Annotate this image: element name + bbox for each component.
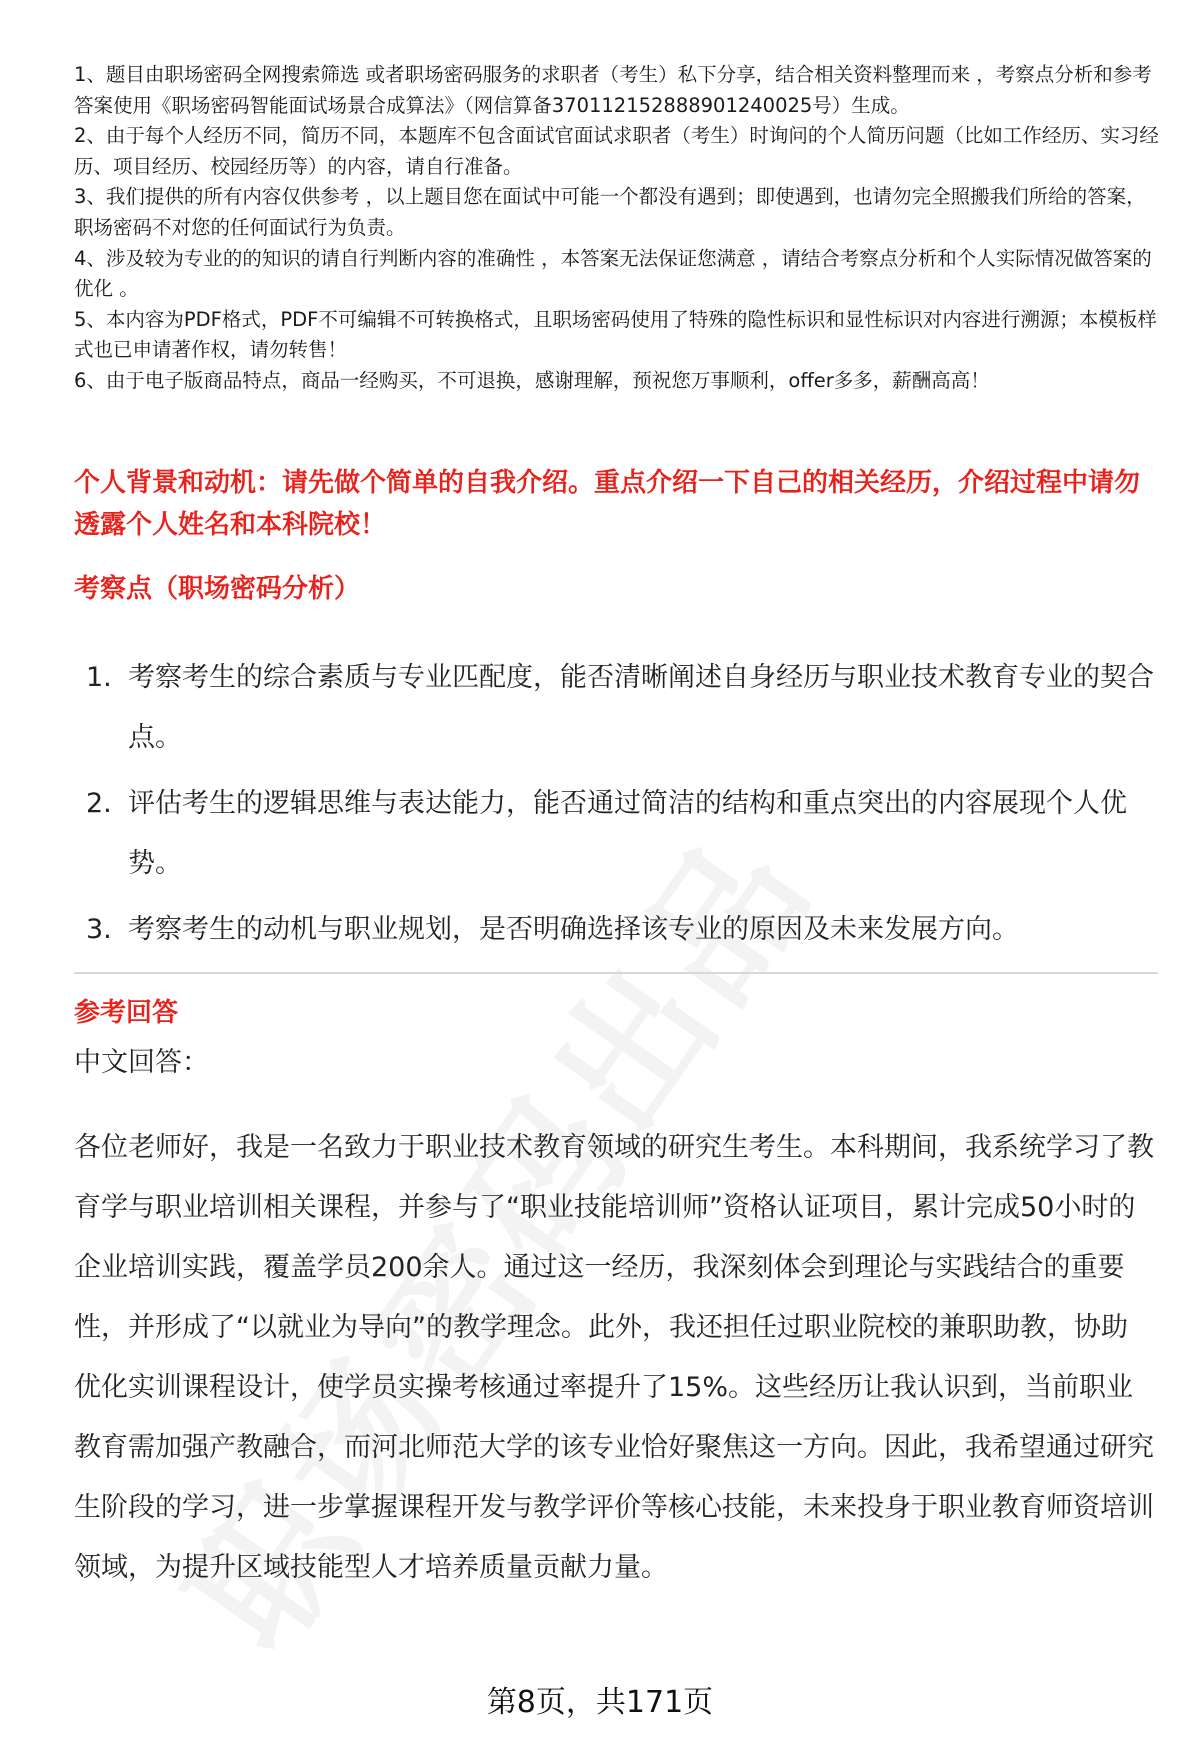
disclaimer-notes [74, 60, 1164, 397]
answer-language-label: 中文回答： [74, 1047, 209, 1078]
analysis-point-number: 1. [86, 662, 112, 693]
note-item: 5、本内容为PDF格式，PDF不可编辑不可转换格式，且职场密码使用了特殊的隐性标识和显性标识对内容进行溯源；本模板样式也已申请著作权，请勿转售！ [74, 307, 1157, 362]
analysis-point [74, 774, 1164, 894]
analysis-point [74, 648, 1164, 768]
note-item: 2、由于每个人经历不同，简历不同，本题库不包含面试官面试求职者（考生）时询问的个人简历问题（比如工作经历、实习经历、项目经历、校园经历等）的内容，请自行准备。 [74, 124, 1159, 178]
answer-text: 各位老师好，我是一名致力于职业技术教育领域的研究生考生。本科期间，我系统学习了教育学与职业培训相关课程，并参与了“职业技能培训师”资格认证项目，累计完成50小时的企业培训实践，覆盖学员200余人。通过这一经历，我深刻体会到理论与实践结合的重要性，并形成了“以就业为导向”的教学理念。此外，我还担任过职业院校的兼职助教，协助优化实训课程设计，使学员实操考核通过率提升了15%。这些经历让我认识到，当前职业教育需加强产教融合，而河北师范大学的该专业恰好聚焦这一方向。因此，我希望通过研究生阶段的学习，进一步掌握课程开发与教学评价等核心技能，未来投身于职业教育师资培训领域，为提升区域技能型人才培养质量贡献力量。 [74, 1132, 1154, 1583]
analysis-point-text: 考察考生的动机与职业规划，是否明确选择该专业的原因及未来发展方向。 [128, 914, 1019, 945]
section-divider [74, 972, 1158, 974]
analysis-list [74, 648, 1164, 960]
page-number: 第8页，共171页 [486, 1685, 714, 1720]
note-item: 4、涉及较为专业的的知识的请自行判断内容的准确性 ，本答案无法保证您满意 ，请结合考察点分析和个人实际情况做答案的优化 。 [74, 246, 1152, 301]
analysis-heading: 考察点（职场密码分析） [74, 574, 361, 604]
note-item: 3、我们提供的所有内容仅供参考 ，以上题目您在面试中可能一个都没有遇到；即使遇到，也请勿完全照搬我们所给的答案，职场密码不对您的任何面试行为负责。 [74, 185, 1146, 239]
analysis-point-number: 3. [86, 914, 112, 945]
note-item: 6、由于电子版商品特点，商品一经购买，不可退换，感谢理解，预祝您万事顺利，offer多多，薪酬高高！ [74, 368, 990, 392]
analysis-point-number: 2. [86, 788, 112, 819]
analysis-point-text: 考察考生的综合素质与专业匹配度，能否清晰阐述自身经历与职业技术教育专业的契合点。 [128, 662, 1154, 753]
analysis-point-text: 评估考生的逻辑思维与表达能力，能否通过简洁的结构和重点突出的内容展现个人优势。 [128, 788, 1127, 879]
answer-heading: 参考回答 [74, 998, 179, 1028]
note-item: 1、题目由职场密码全网搜索筛选 或者职场密码服务的求职者（考生）私下分享，结合相关资料整理而来 ，考察点分析和参考答案使用《职场密码智能面试场景合成算法》（网信算备370112152888901240025号）生成。 [74, 63, 1152, 117]
interview-question: 个人背景和动机：请先做个简单的自我介绍。重点介绍一下自己的相关经历，介绍过程中请勿透露个人姓名和本科院校！ [74, 468, 1141, 540]
analysis-point [74, 900, 1164, 960]
